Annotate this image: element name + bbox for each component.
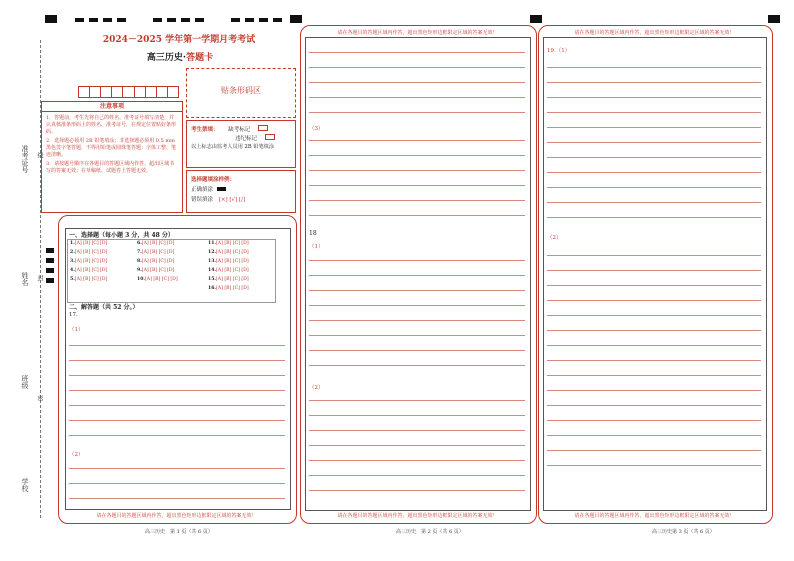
answer-line[interactable] (309, 305, 525, 306)
timing-mark (103, 18, 112, 22)
side-mark (46, 258, 54, 263)
notice-item: 1．答题前，考生先将自己的姓名、准考证号填写清楚，并认真核准条形码上的姓名、准考证号，在规定位置贴好条形码。 (46, 115, 177, 135)
cut-line-label: 密 (36, 395, 43, 401)
choice-row[interactable]: 10.[A] [B] [C] [D] (137, 277, 178, 282)
warning-text: 请在各题目的答题区域内作答，超出黑色矩形边框限定区域的答案无效！ (574, 513, 735, 519)
question-17-label: 17. (69, 312, 78, 318)
side-mark (46, 268, 54, 273)
subject-text: 高三历史 (146, 53, 183, 63)
answer-line[interactable] (547, 187, 761, 188)
absent-label: 缺考标记 (228, 127, 251, 133)
choice-row[interactable]: 13.[A] [B] [C] [D] (208, 259, 249, 264)
answer-line[interactable] (69, 405, 285, 406)
answer-line[interactable] (309, 350, 525, 351)
section1-title: 一、选择题（每小题 3 分，共 48 分） (69, 232, 174, 239)
timing-mark (245, 18, 254, 22)
answer-line[interactable] (69, 420, 285, 421)
choice-row[interactable]: 3.[A] [B] [C] [D] (70, 259, 108, 264)
answer-line[interactable] (547, 330, 761, 331)
choice-row[interactable]: 12.[A] [B] [C] [D] (208, 250, 249, 255)
timing-mark (195, 18, 204, 22)
answer-line[interactable] (309, 335, 525, 336)
answer-line[interactable] (309, 260, 525, 261)
choice-column-2 (137, 241, 178, 282)
answer-area-page3 (543, 37, 767, 511)
exam-title: 2024－2025 学年第一学期月考考试 (102, 35, 256, 45)
question-19-label: 19.（1） (547, 48, 571, 54)
side-mark (46, 248, 54, 253)
wrong-fill-sample: [×] [√] [/] (218, 197, 246, 203)
answer-line[interactable] (69, 345, 285, 346)
answer-line[interactable] (547, 82, 761, 83)
notice-item: 3．请按题号顺序在各题目的答题区域内作答，超出区域书写的答案无效；在草稿纸、试题卷上答题无效。 (46, 161, 175, 174)
notice-title: 注意事项 (42, 102, 182, 112)
answer-line[interactable] (309, 140, 525, 141)
choice-row[interactable]: 1.[A] [B] [C] [D] (70, 241, 108, 246)
page-footer: 高三历史 第 2 页（共 6 页） (396, 529, 464, 535)
page-footer: 高三历史第 3 页（共 6 页） (652, 529, 715, 535)
answer-line[interactable] (547, 450, 761, 451)
answer-line[interactable] (547, 315, 761, 316)
answer-line[interactable] (309, 200, 525, 201)
timing-mark (259, 18, 268, 22)
answer-line[interactable] (547, 142, 761, 143)
answer-line[interactable] (547, 127, 761, 128)
answer-line[interactable] (547, 217, 761, 218)
timing-mark (167, 18, 176, 22)
answer-line[interactable] (309, 112, 525, 113)
label-class: 班级 (21, 375, 29, 389)
answer-line[interactable] (547, 345, 761, 346)
answer-line[interactable] (309, 67, 525, 68)
notice-item: 2．选择题必须用 2B 铅笔填涂；非选择题必须用 0.5 mm 黑色签字笔答题，不得用铅笔或圆珠笔答题；字体工整、笔迹清晰。 (46, 138, 177, 158)
answer-line[interactable] (547, 300, 761, 301)
answer-line[interactable] (547, 285, 761, 286)
timing-mark (530, 15, 542, 23)
answer-line[interactable] (309, 430, 525, 431)
question-18-label: 18 (309, 230, 317, 237)
answer-line[interactable] (69, 360, 285, 361)
choice-row[interactable]: 7.[A] [B] [C] [D] (137, 250, 175, 255)
answer-line[interactable] (547, 405, 761, 406)
exam-number-boxes[interactable] (78, 86, 179, 98)
question-19-2-label: （2） (547, 235, 562, 241)
answer-line[interactable] (69, 498, 285, 499)
answer-line[interactable] (309, 290, 525, 291)
answer-line[interactable] (309, 52, 525, 53)
question-18-2-label: （2） (309, 385, 324, 391)
timing-mark (89, 18, 98, 22)
candidate-mark-label: 考生禁填： (191, 127, 219, 133)
answer-line[interactable] (309, 185, 525, 186)
warning-text: 请在各题目的答题区域内作答，超出黑色矩形边框限定区域的答案无效！ (337, 513, 498, 519)
answer-line[interactable] (547, 157, 761, 158)
label-name: 姓名 (21, 272, 29, 286)
choice-row[interactable]: 4.[A] [B] [C] [D] (70, 268, 108, 273)
answer-line[interactable] (547, 375, 761, 376)
timing-mark (45, 15, 57, 23)
warning-text: 请在各题目的答题区域内作答，超出黑色矩形边框限定区域的答案无效！ (337, 30, 498, 36)
choice-row[interactable]: 5.[A] [B] [C] [D] (70, 277, 108, 282)
answer-line[interactable] (69, 390, 285, 391)
answer-line[interactable] (309, 460, 525, 461)
choice-row[interactable]: 8.[A] [B] [C] [D] (137, 259, 175, 264)
answer-line[interactable] (69, 483, 285, 484)
barcode-area (186, 68, 296, 118)
page-footer: 高三历史 第 1 页（共 6 页） (145, 529, 213, 535)
answer-line[interactable] (309, 275, 525, 276)
timing-mark (117, 18, 126, 22)
subtitle-text: 答题卡 (186, 53, 214, 63)
timing-mark (290, 15, 302, 23)
answer-line[interactable] (309, 445, 525, 446)
timing-mark (231, 18, 240, 22)
question-17-1-label: （1） (69, 327, 84, 333)
answer-line[interactable] (547, 67, 761, 68)
choice-row[interactable]: 9.[A] [B] [C] [D] (137, 268, 175, 273)
choice-row[interactable]: 6.[A] [B] [C] [D] (137, 241, 175, 246)
answer-line[interactable] (547, 465, 761, 466)
answer-line[interactable] (547, 390, 761, 391)
label-school: 学校 (21, 478, 29, 492)
timing-mark (273, 18, 282, 22)
answer-line[interactable] (547, 360, 761, 361)
answer-line[interactable] (547, 255, 761, 256)
choice-row[interactable]: 15.[A] [B] [C] [D] (208, 277, 249, 282)
answer-line[interactable] (547, 112, 761, 113)
answer-line[interactable] (309, 215, 525, 216)
candidate-mark-box (186, 120, 296, 168)
question-18-1-label: （1） (309, 244, 324, 250)
correct-fill-label: 正确填涂 (191, 187, 214, 193)
answer-line[interactable] (547, 97, 761, 98)
answer-line[interactable] (69, 435, 285, 436)
warning-text: 请在各题目的答题区域内作答，超出黑色矩形边框限定区域的答案无效！ (574, 30, 735, 36)
card-subject: 高三历史·答题卡 (146, 53, 214, 63)
choice-column-1 (70, 241, 107, 282)
answer-line[interactable] (309, 475, 525, 476)
cut-line-label: 线 (36, 152, 43, 158)
answer-line[interactable] (309, 170, 525, 171)
wrong-fill-label: 错误填涂 (191, 197, 214, 203)
answer-line[interactable] (547, 270, 761, 271)
side-mark (46, 278, 54, 283)
choice-column-3 (208, 241, 249, 291)
choice-row[interactable]: 16.[A] [B] [C] [D] (208, 286, 249, 291)
timing-mark (153, 18, 162, 22)
barcode-label: 贴条形码区 (221, 86, 261, 95)
question-17-2-label: （2） (69, 452, 84, 458)
answer-line[interactable] (547, 420, 761, 421)
choice-row[interactable]: 2.[A] [B] [C] [D] (70, 250, 108, 255)
notice-box (41, 101, 183, 213)
answer-line[interactable] (309, 320, 525, 321)
fill-example-title: 选择题填涂样例： (191, 177, 236, 183)
answer-line[interactable] (309, 97, 525, 98)
answer-line[interactable] (309, 400, 525, 401)
answer-line[interactable] (69, 375, 285, 376)
choice-row[interactable]: 11.[A] [B] [C] [D] (208, 241, 249, 246)
candidate-mark-note: 以上标志由监考人员用 2B 铅笔填涂 (191, 144, 275, 150)
answer-line[interactable] (309, 490, 525, 491)
absent-box[interactable] (258, 125, 268, 131)
choice-row[interactable]: 14.[A] [B] [C] [D] (208, 268, 249, 273)
answer-area-page2 (305, 37, 531, 511)
answer-line[interactable] (547, 172, 761, 173)
violation-box[interactable] (265, 134, 275, 140)
cut-line-label: 封 (36, 275, 43, 281)
answer-line[interactable] (309, 415, 525, 416)
answer-line[interactable] (309, 82, 525, 83)
answer-line[interactable] (547, 435, 761, 436)
fill-example-box (186, 170, 296, 213)
label-exam-number: 准考证号 (21, 145, 29, 173)
timing-mark (768, 15, 780, 23)
section2-title: 二、解答题（共 52 分。） (69, 304, 139, 311)
timing-mark (75, 18, 84, 22)
correct-fill-sample (217, 187, 226, 191)
answer-line[interactable] (309, 365, 525, 366)
violation-label: 违纪标记 (235, 136, 258, 142)
warning-text: 请在各题目的答题区域内作答，超出黑色矩形边框限定区域的答案无效！ (96, 513, 257, 519)
timing-mark (181, 18, 190, 22)
answer-line[interactable] (69, 468, 285, 469)
answer-line[interactable] (309, 155, 525, 156)
answer-line[interactable] (547, 202, 761, 203)
question-17-3-label: （3） (309, 126, 324, 132)
